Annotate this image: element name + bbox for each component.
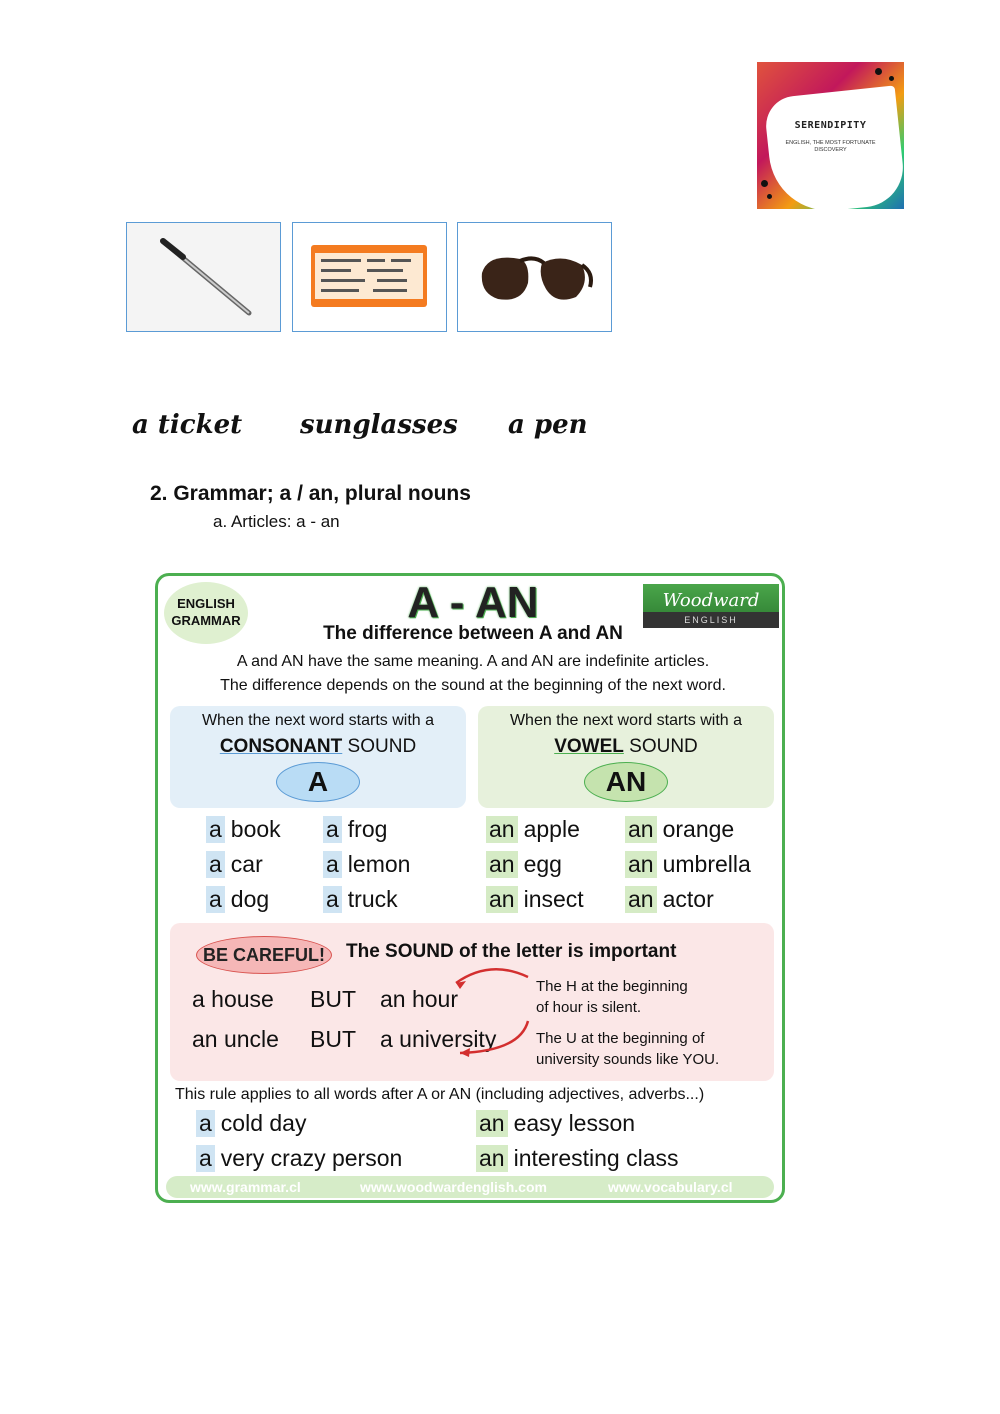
example-an-apple: an apple [486, 816, 580, 843]
example-an-egg: an egg [486, 851, 562, 878]
article-an-ellipse: AN [584, 762, 668, 802]
consonant-word: CONSONANT [219, 736, 343, 757]
example-a-book: a book [206, 816, 281, 843]
badge-line2: GRAMMAR [171, 613, 241, 628]
article-an: an [625, 816, 657, 843]
logo-title: SERENDIPITY [794, 120, 867, 131]
intro-line-2: The difference depends on the sound at the beginning of the next word. [220, 677, 726, 694]
article-an: an [476, 1145, 508, 1172]
example-an-hour: an hour [380, 986, 459, 1012]
infographic-subtitle: The difference between A and AN [323, 623, 623, 644]
article-a-ellipse: A [276, 762, 360, 802]
footer-link-vocabulary[interactable]: www.vocabulary.cl [608, 1179, 733, 1195]
vowel-panel [478, 706, 774, 808]
section-subheading: a. Articles: a - an [213, 512, 340, 531]
example-an-actor: an actor [625, 886, 714, 913]
vowel-sound: SOUND [623, 736, 698, 757]
rule-line: This rule applies to all words after A or AN (including adjectives, adverbs...) [175, 1086, 705, 1103]
example-an-insect: an insect [486, 886, 584, 913]
article-a: a [206, 851, 225, 878]
consonant-panel [170, 706, 466, 808]
word-pen: a pen [508, 410, 588, 440]
article-an: an [486, 851, 518, 878]
a-an-infographic [155, 573, 785, 1203]
word-sunglasses: sunglasses [300, 410, 458, 440]
footer-bar [166, 1176, 774, 1198]
example-a-car: a car [206, 851, 263, 878]
footer-link-grammar[interactable]: www.grammar.cl [190, 1179, 301, 1195]
article-an: an [486, 816, 518, 843]
example-a-truck: a truck [323, 886, 398, 913]
consonant-sound: SOUND [342, 736, 417, 757]
consonant-panel-line: When the next word starts with a [201, 712, 435, 729]
example-an-easy-lesson: an easy lesson [476, 1110, 635, 1137]
article-an: an [625, 886, 657, 913]
article-an: an [476, 1110, 508, 1137]
example-a-lemon: a lemon [323, 851, 410, 878]
example-an-uncle: an uncle [192, 1026, 279, 1052]
woodward-logo-sub: ENGLISH [643, 612, 779, 628]
example-a-cold-day: a cold day [196, 1110, 306, 1137]
example-a-frog: a frog [323, 816, 387, 843]
logo-tagline: ENGLISH, THE MOST FORTUNATE DISCOVERY [785, 140, 876, 153]
sunglasses-picture [457, 222, 612, 332]
vowel-panel-line: When the next word starts with a [509, 712, 743, 729]
pen-picture [126, 222, 281, 332]
example-an-orange: an orange [625, 816, 734, 843]
article-a: a [323, 851, 342, 878]
but-1: BUT [310, 986, 356, 1012]
footer-link-woodward[interactable]: www.woodwardenglish.com [360, 1179, 547, 1195]
intro-line-1: A and AN have the same meaning. A and AN are indefinite articles. [236, 653, 710, 670]
be-careful-badge: BE CAREFUL! [196, 936, 332, 974]
example-an-interesting-class: an interesting class [476, 1145, 679, 1172]
article-an: an [486, 886, 518, 913]
article-a: a [196, 1145, 215, 1172]
example-a-university: a university [380, 1026, 497, 1052]
ticket-picture [292, 222, 447, 332]
note-u-you: The U at the beginning of university sounds like YOU. [536, 1030, 720, 1068]
article-an: an [625, 851, 657, 878]
woodward-logo: Woodward [643, 584, 779, 624]
article-a: a [196, 1110, 215, 1137]
article-a: a [206, 816, 225, 843]
article-a: a [206, 886, 225, 913]
badge-line1: ENGLISH [177, 596, 235, 611]
example-a-very-crazy-person: a very crazy person [196, 1145, 402, 1172]
example-a-dog: a dog [206, 886, 269, 913]
note-h-silent: The H at the beginning of hour is silent. [536, 978, 688, 1016]
but-2: BUT [310, 1026, 356, 1052]
example-a-house: a house [192, 986, 274, 1012]
vowel-word: VOWEL [554, 736, 624, 757]
article-a: a [323, 886, 342, 913]
infographic-title: A - AN [407, 578, 539, 627]
sound-important-line: The SOUND of the letter is important [346, 941, 677, 962]
serendipity-logo [757, 62, 904, 209]
section-heading: 2. Grammar; a / an, plural nouns [150, 482, 471, 505]
article-a: a [323, 816, 342, 843]
word-ticket: a ticket [132, 410, 243, 440]
example-an-umbrella: an umbrella [625, 851, 751, 878]
arrows [420, 961, 540, 1071]
